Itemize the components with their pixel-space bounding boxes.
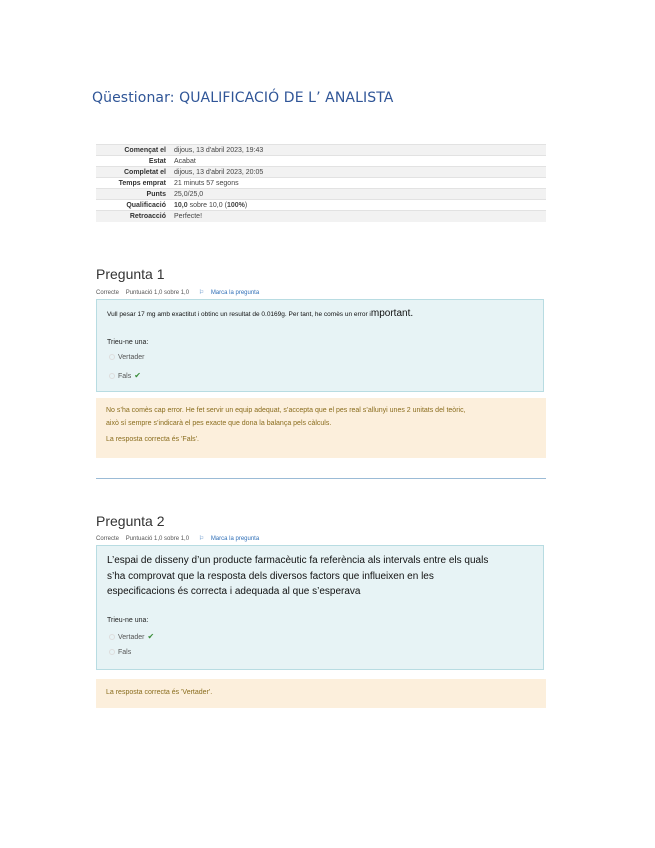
question-1-text [107, 308, 413, 319]
correct-answer-text: La resposta correcta és 'Fals'. [106, 436, 199, 443]
summary-value: dijous, 13 d'abril 2023, 19:43 [170, 145, 546, 156]
choose-one-label: Trieu-ne una: [107, 617, 149, 624]
summary-label: Temps emprat [96, 178, 170, 189]
option-label: Fals [118, 373, 132, 380]
question-1-feedback-box [96, 398, 546, 458]
check-icon: ✔ [134, 371, 141, 380]
summary-label: Completat el [96, 167, 170, 178]
grade-value: 10,0 [174, 201, 188, 209]
flag-question-label: Marca la pregunta [210, 536, 260, 542]
summary-label: Retroacció [96, 211, 170, 222]
question-score: Puntuació 1,0 sobre 1,0 [125, 536, 190, 542]
question-score: Puntuació 1,0 sobre 1,0 [125, 290, 190, 296]
check-icon: ✔ [147, 632, 155, 641]
question-2-meta [96, 535, 259, 542]
summary-value: Acabat [170, 156, 546, 167]
question-status: Correcte [96, 536, 120, 542]
grade-percent: 100% [226, 201, 245, 209]
summary-label: Punts [96, 189, 170, 200]
option-label: Fals [118, 649, 132, 656]
option-fals[interactable] [109, 649, 131, 656]
grade-out-of: sobre 10,0 ( [187, 201, 227, 209]
summary-label: Qualificació [96, 200, 170, 211]
question-1-heading: Pregunta 1 [96, 266, 165, 282]
question-2-feedback-box [96, 679, 546, 708]
radio-icon[interactable] [109, 354, 115, 360]
flag-question-link[interactable] [199, 536, 259, 542]
feedback-line: això sí sempre s’indicarà el pes exacte que dona la balança pels càlculs. [106, 420, 332, 427]
summary-row-points [96, 189, 546, 200]
option-vertader[interactable] [109, 354, 144, 361]
question-2-text-line: especificacions és correcta i adequada al que s’esperava [107, 586, 361, 597]
summary-value: 21 minuts 57 segons [170, 178, 546, 189]
summary-row-state [96, 156, 546, 167]
summary-row-time-taken [96, 178, 546, 189]
summary-value: 25,0/25,0 [170, 189, 546, 200]
quiz-title: Qüestionar: QUALIFICACIÓ DE L’ ANALISTA [92, 90, 394, 106]
question-2-text-line: s’ha comprovat que la resposta dels diversos factors que influeixen en les [107, 570, 434, 582]
correct-answer-text: La resposta correcta és 'Vertader'. [106, 689, 213, 696]
question-2-box [96, 545, 544, 670]
summary-row-started [96, 145, 546, 156]
question-1-box [96, 299, 544, 392]
question-1-text-main: Vull pesar 17 mg amb exactitut i obtinc un resultat de 0.0169g. Per tant, he comès un error i [107, 311, 371, 318]
summary-value: dijous, 13 d'abril 2023, 20:05 [170, 167, 546, 178]
summary-row-completed [96, 167, 546, 178]
summary-row-feedback [96, 211, 546, 222]
option-label: Vertader [118, 354, 145, 361]
summary-row-grade [96, 200, 546, 211]
feedback-line: No s’ha comès cap error. He fet servir un equip adequat, s’accepta que el pes real s’allunyi unes 2 unitats del teòric, [106, 407, 466, 414]
question-2-heading: Pregunta 2 [96, 513, 165, 529]
choose-one-label: Trieu-ne una: [107, 339, 149, 346]
attempt-summary-table [96, 144, 546, 222]
radio-icon[interactable] [109, 649, 115, 655]
question-1-text-big: mportant. [370, 308, 414, 319]
question-status: Correcte [96, 290, 120, 296]
summary-value [170, 200, 546, 211]
option-vertader[interactable] [109, 632, 154, 641]
flag-icon: ⚐ [198, 290, 205, 296]
flag-question-label: Marca la pregunta [210, 290, 260, 296]
radio-icon[interactable] [109, 634, 115, 640]
summary-label: Començat el [96, 145, 170, 156]
question-1-meta [96, 289, 259, 296]
summary-label: Estat [96, 156, 170, 167]
question-2-text [107, 553, 488, 600]
question-separator [96, 478, 546, 479]
radio-icon[interactable] [109, 373, 115, 379]
grade-close: ) [244, 201, 248, 209]
flag-icon: ⚐ [198, 536, 205, 542]
summary-value: Perfecte! [170, 211, 546, 222]
question-2-text-line: L’espai de disseny d’un producte farmacèutic fa referència als intervals entre els quals [107, 555, 489, 566]
option-fals[interactable] [109, 371, 141, 380]
flag-question-link[interactable] [199, 290, 259, 296]
option-label: Vertader [118, 634, 145, 641]
